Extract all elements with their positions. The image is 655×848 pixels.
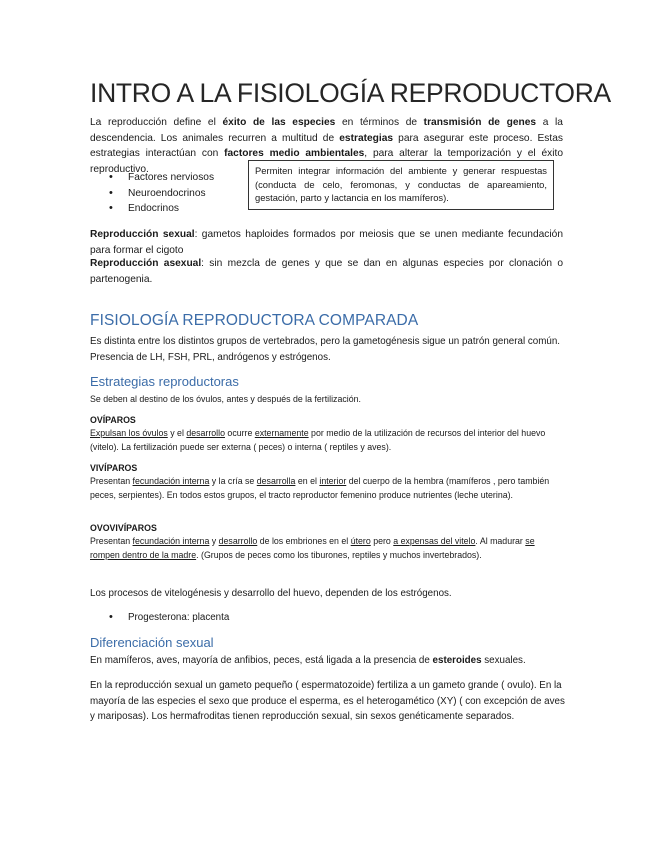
label-ovoviviparos: OVOVIVÍPAROS [90,523,157,533]
label-oviparos: OVÍPAROS [90,415,136,425]
section-comparada-text: Es distinta entre los distintos grupos de vertebrados, pero la gametogénesis sigue un patrón general común. Presencia de LH, FSH, PRL, andrógenos y estrógenos. [90,336,560,363]
list-item: • Endocrinos [100,201,250,217]
vivi-t2: en el [295,476,320,486]
vivi-t3: del cuerpo de la hembra (mamíferos , pero también peces, serpientes). En todos estos grupos, el tracto reproductor femenino produce nutrientes (leche uterina). [90,476,550,500]
intro-text-2: en términos de [335,117,424,128]
vivi-u3: interior [319,476,347,486]
ovo-u3: útero [350,536,371,546]
vivi-u1: fecundación interna [132,476,210,486]
intro-text-5: , para alterar la temporización y el éxito reproductivo. [90,148,564,175]
asexual-reproduction [90,256,563,287]
ovi-t2: ocurre [224,428,255,438]
subheading-diferenciacion: Diferenciación sexual [90,635,214,650]
sexual-text: : gametos haploides formados por meiosis que se unen mediante fecundación para formar el cigoto [90,229,563,256]
dif-p1a: En mamíferos, aves, mayoría de anfibios, peces, está ligada a la presencia de [90,655,433,666]
list-item: • Neuroendocrinos [100,186,250,202]
note-box: Permiten integrar información del ambiente y generar respuestas (conducta de celo, feromonas, y conductas de apareamiento, gestación, parto y lactancia en los mamíferos). [248,160,554,210]
intro-text-3: a la descendencia. Los animales recurren a multitud de [90,117,563,144]
intro-bold-transmision: transmisión de genes [423,117,537,128]
viviparos-text [90,475,565,502]
sexual-label: Reproducción sexual [90,229,195,240]
ovo-t2: de los embriones en el [257,536,351,546]
sexual-reproduction [90,227,563,258]
intro-bold-factores: factores medio ambientales [224,148,365,159]
intro-bold-estrategias: estrategias [339,132,394,144]
ovo-u4: a expensas del vitelo [393,536,476,546]
diferenciacion-p2: En la reproducción sexual un gameto pequeño ( espermatozoide) fertiliza a un gameto grande ( ovulo). En la mayoría de las especies el sexo que produce el esperma, es el heterogamético (XY) ( con excepción de aves y mariposas). Los hermafroditas tienen reproducción sexual, sin sexos genéticamente separados. [90,680,565,722]
ovi-u2: desarrollo [186,428,225,438]
vitelogenesis-text: Los procesos de vitelogénesis y desarrollo del huevo, dependen de los estrógenos. [90,588,452,599]
ovo-u5: se rompen dentro de la madre [90,536,535,560]
ovi-t1: y el [167,428,187,438]
factors-list [100,170,250,217]
ovo-u1: fecundación interna [132,536,210,546]
vivi-t0: Presentan [90,476,133,486]
label-viviparos: VIVÍPAROS [90,463,138,473]
ovo-t4: . Al madurar [475,536,526,546]
ovi-t3: por medio de la utilización de recursos del interior del huevo (vitelo). La fertilización puede ser externa ( peces) o interna ( reptiles y aves). [90,428,546,452]
intro-text-4: para asegurar este proceso. Estas estrategias interactúan con [90,132,563,159]
ovo-t0: Presentan [90,536,133,546]
vivi-t1: y la cría se [209,476,257,486]
ovo-t1: y [209,536,219,546]
asexual-label: Reproducción asexual [90,258,202,269]
page-title: INTRO A LA FISIOLOGÍA REPRODUCTORA [90,78,611,108]
ovoviviparos-text [90,535,565,562]
progesterona-list [100,610,400,626]
ovo-t3: pero [370,536,394,546]
dif-p1b: esteroides [432,655,482,666]
oviparos-text [90,427,565,454]
section-heading-comparada: FISIOLOGÍA REPRODUCTORA COMPARADA [90,312,419,329]
estrategias-subtitle: Se deben al destino de los óvulos, antes y después de la fertilización. [90,394,361,404]
subheading-estrategias: Estrategias reproductoras [90,374,239,389]
asexual-text: : sin mezcla de genes y que se dan en algunas especies por clonación o partenogenia. [90,258,564,285]
vivi-u2: desarrolla [256,476,296,486]
ovo-u2: desarrollo [218,536,258,546]
list-item: • Progesterona: placenta [100,610,400,626]
ovi-u3: externamente [254,428,309,438]
list-item: • Factores nerviosos [100,170,250,186]
ovi-u1: Expulsan los óvulos [90,428,168,438]
intro-bold-exito: éxito de las especies [222,117,336,128]
ovo-t5: . (Grupos de peces como los tiburones, reptiles y muchos invertebrados). [196,549,482,560]
diferenciacion-p1 [90,653,570,669]
dif-p1c: sexuales. [481,655,526,666]
intro-text-1: La reproducción define el [90,117,223,128]
